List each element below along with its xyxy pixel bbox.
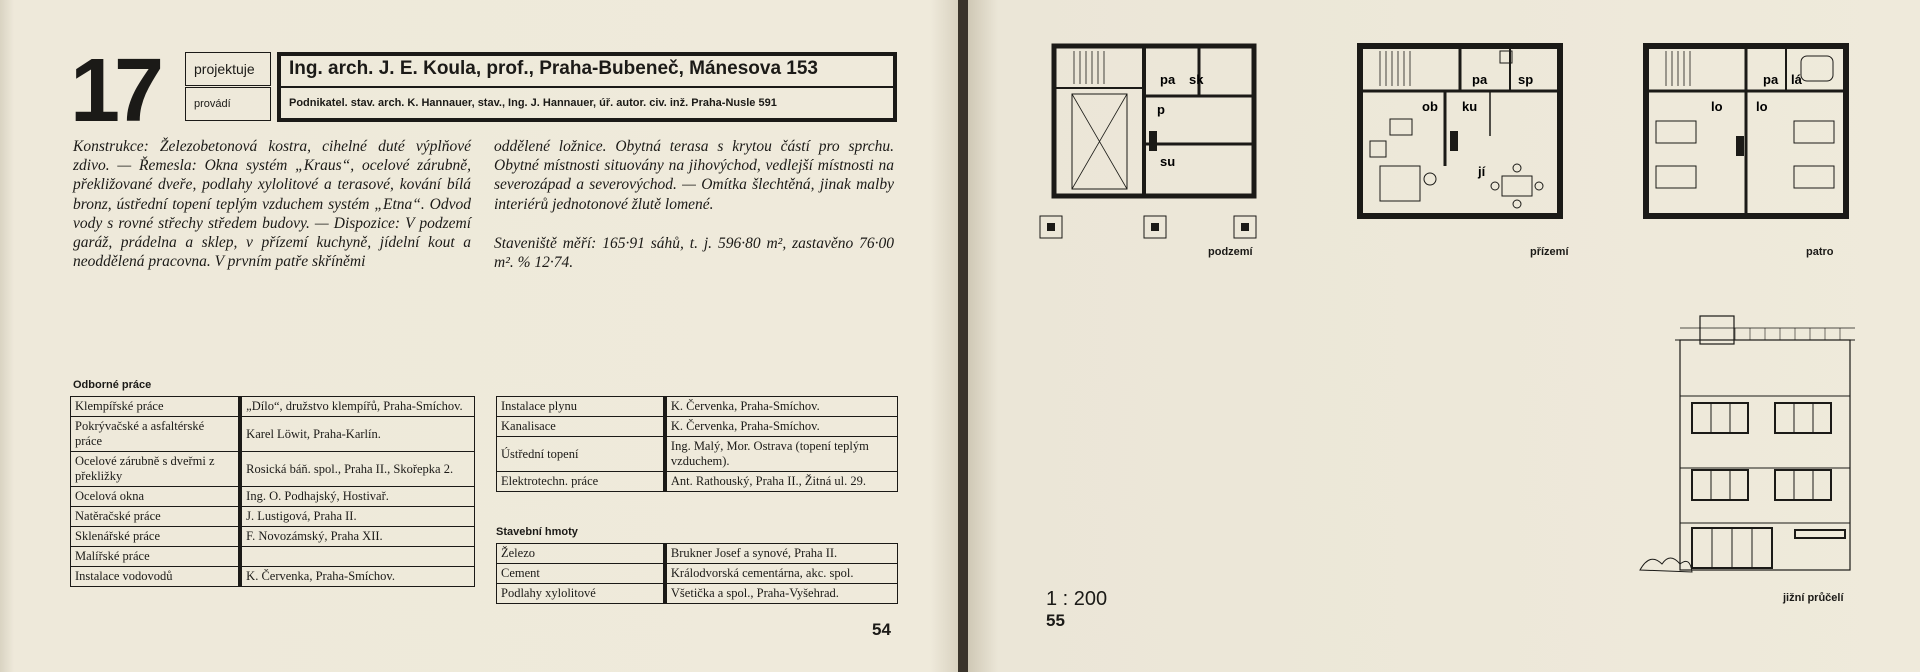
credits-box bbox=[277, 52, 897, 122]
floor-plan-upper bbox=[1636, 36, 1858, 226]
table-row bbox=[497, 397, 898, 417]
table-row bbox=[497, 564, 898, 584]
table-row bbox=[497, 584, 898, 604]
trade-name: Instalace vodovodů bbox=[71, 567, 241, 587]
south-elevation-drawing bbox=[1340, 308, 1860, 578]
role-design-label: projektuje bbox=[185, 52, 271, 86]
trade-name: Instalace plynu bbox=[497, 397, 665, 417]
trades-table-right bbox=[496, 396, 898, 492]
project-number: 17 bbox=[70, 41, 159, 141]
table-row bbox=[71, 567, 475, 587]
table-row bbox=[71, 507, 475, 527]
role-build-label: provádí bbox=[185, 87, 271, 121]
page-number-left: 54 bbox=[872, 620, 891, 639]
trade-name: Kanalisace bbox=[497, 417, 665, 437]
trade-name: Podlahy xylolitové bbox=[497, 584, 665, 604]
trades-table-left bbox=[70, 396, 475, 587]
trade-name: Cement bbox=[497, 564, 665, 584]
trade-name: Ústřední topení bbox=[497, 437, 665, 472]
site-area-text: Staveniště měří: 165·91 sáhů, t. j. 596·80 m², zastavěno 76·00 m². % 12·74. bbox=[494, 234, 894, 272]
plan-caption-basement: podzemí bbox=[1208, 246, 1253, 258]
materials-heading: Stavební hmoty bbox=[496, 526, 578, 538]
table-row bbox=[71, 417, 475, 452]
trade-name: Klempířské práce bbox=[71, 397, 241, 417]
table-row bbox=[497, 437, 898, 472]
table-row bbox=[71, 547, 475, 567]
room-label: ob bbox=[1422, 99, 1438, 114]
description-text: Konstrukce: Železobetonová kostra, cihelné duté výplňové zdivo. — Řemesla: Okna systém „Kraus“, ocelové zárubně, překližované dveře, podlahy xylolitové a terasové, kování bílá bronz, ústřední topení teplým vzduchem systém „Etna“. Odvod vody s rovné střechy středem budovy. — Dispozice: V podzemí garáž, prádelna a sklep, v přízemí kuchyně, jídelní kout a neoddělená pracovna. V prvním patře skříněmi bbox=[73, 138, 471, 271]
room-label: sk bbox=[1189, 72, 1204, 87]
description-column-1 bbox=[73, 137, 471, 291]
credits-header bbox=[185, 52, 897, 122]
room-label: su bbox=[1160, 154, 1176, 169]
room-label: lo bbox=[1711, 99, 1723, 114]
trade-name: Elektrotechn. práce bbox=[497, 472, 665, 492]
plan-caption-ground: přízemí bbox=[1530, 246, 1569, 258]
floor-plan-basement bbox=[1034, 36, 1264, 246]
trade-name: Ocelová okna bbox=[71, 487, 241, 507]
contractor-name: Brukner Josef a synové, Praha II. bbox=[665, 544, 898, 564]
table-row bbox=[71, 487, 475, 507]
description-text-continued: oddělené ložnice. Obytná terasa s krytou částí pro sprchu. Obytné místnosti situovány na jihovýchod, vedlejší místnosti na severozápad a severovýchod. — Omítka šlechtěná, jinak malby interiérů jednotonové žlutě lomené. bbox=[494, 138, 894, 213]
contractor-name: Všetička a spol., Praha-Vyšehrad. bbox=[665, 584, 898, 604]
room-label: p bbox=[1157, 102, 1165, 117]
contractor-name: F. Novozámský, Praha XII. bbox=[240, 527, 474, 547]
room-label: jí bbox=[1478, 164, 1486, 179]
right-page bbox=[968, 0, 1920, 672]
contractor-name: Ing. O. Podhajský, Hostivař. bbox=[240, 487, 474, 507]
drawing-scale: 1 : 200 bbox=[1046, 588, 1108, 610]
trade-name: Sklenářské práce bbox=[71, 527, 241, 547]
materials-table bbox=[496, 543, 898, 604]
contractor-name: Králodvorská cementárna, akc. spol. bbox=[665, 564, 898, 584]
room-label: lo bbox=[1756, 99, 1768, 114]
table-row bbox=[497, 472, 898, 492]
contractor-name: Rosická báň. spol., Praha II., Skořepka 2. bbox=[240, 452, 474, 487]
room-label: pa bbox=[1472, 72, 1488, 87]
table-row bbox=[71, 452, 475, 487]
floor-plan-ground bbox=[1350, 36, 1570, 226]
contractor-name: K. Červenka, Praha-Smíchov. bbox=[240, 567, 474, 587]
table-row bbox=[497, 544, 898, 564]
description-column-2 bbox=[494, 137, 894, 292]
contractor-name: Karel Löwit, Praha-Karlín. bbox=[240, 417, 474, 452]
contractor-name: J. Lustigová, Praha II. bbox=[240, 507, 474, 527]
room-label: pa bbox=[1763, 72, 1779, 87]
page-number-right: 55 bbox=[1046, 611, 1065, 630]
table-row bbox=[71, 397, 475, 417]
contractor-name: „Dílo“, družstvo klempířů, Praha-Smíchov. bbox=[240, 397, 474, 417]
table-row bbox=[497, 417, 898, 437]
trade-name: Ocelové zárubně s dveřmi z překližky bbox=[71, 452, 241, 487]
contractor-name: K. Červenka, Praha-Smíchov. bbox=[665, 417, 898, 437]
plan-caption-upper: patro bbox=[1806, 246, 1834, 258]
contractor-name: Ing. Malý, Mor. Ostrava (topení teplým vzduchem). bbox=[665, 437, 898, 472]
room-label: pa bbox=[1160, 72, 1176, 87]
trade-name: Natěračské práce bbox=[71, 507, 241, 527]
trades-heading: Odborné práce bbox=[73, 379, 152, 391]
contractor-name bbox=[240, 547, 474, 567]
trade-name: Malířské práce bbox=[71, 547, 241, 567]
contractor-name: Ant. Rathouský, Praha II., Žitná ul. 29. bbox=[665, 472, 898, 492]
room-label: sp bbox=[1518, 72, 1534, 87]
room-label: lá bbox=[1791, 72, 1802, 87]
table-row bbox=[71, 527, 475, 547]
trade-name: Pokrývačské a asfaltérské práce bbox=[71, 417, 241, 452]
builder-name: Podnikatel. stav. arch. K. Hannauer, stav., Ing. J. Hannauer, úř. autor. civ. inž. Praha-Nusle 591 bbox=[289, 97, 777, 109]
elevation-caption: jižní průčelí bbox=[1783, 592, 1844, 604]
contractor-name: K. Červenka, Praha-Smíchov. bbox=[665, 397, 898, 417]
room-label: ku bbox=[1462, 99, 1478, 114]
trade-name: Železo bbox=[497, 544, 665, 564]
architect-name: Ing. arch. J. E. Koula, prof., Praha-Bubeneč, Mánesova 153 bbox=[289, 58, 818, 79]
